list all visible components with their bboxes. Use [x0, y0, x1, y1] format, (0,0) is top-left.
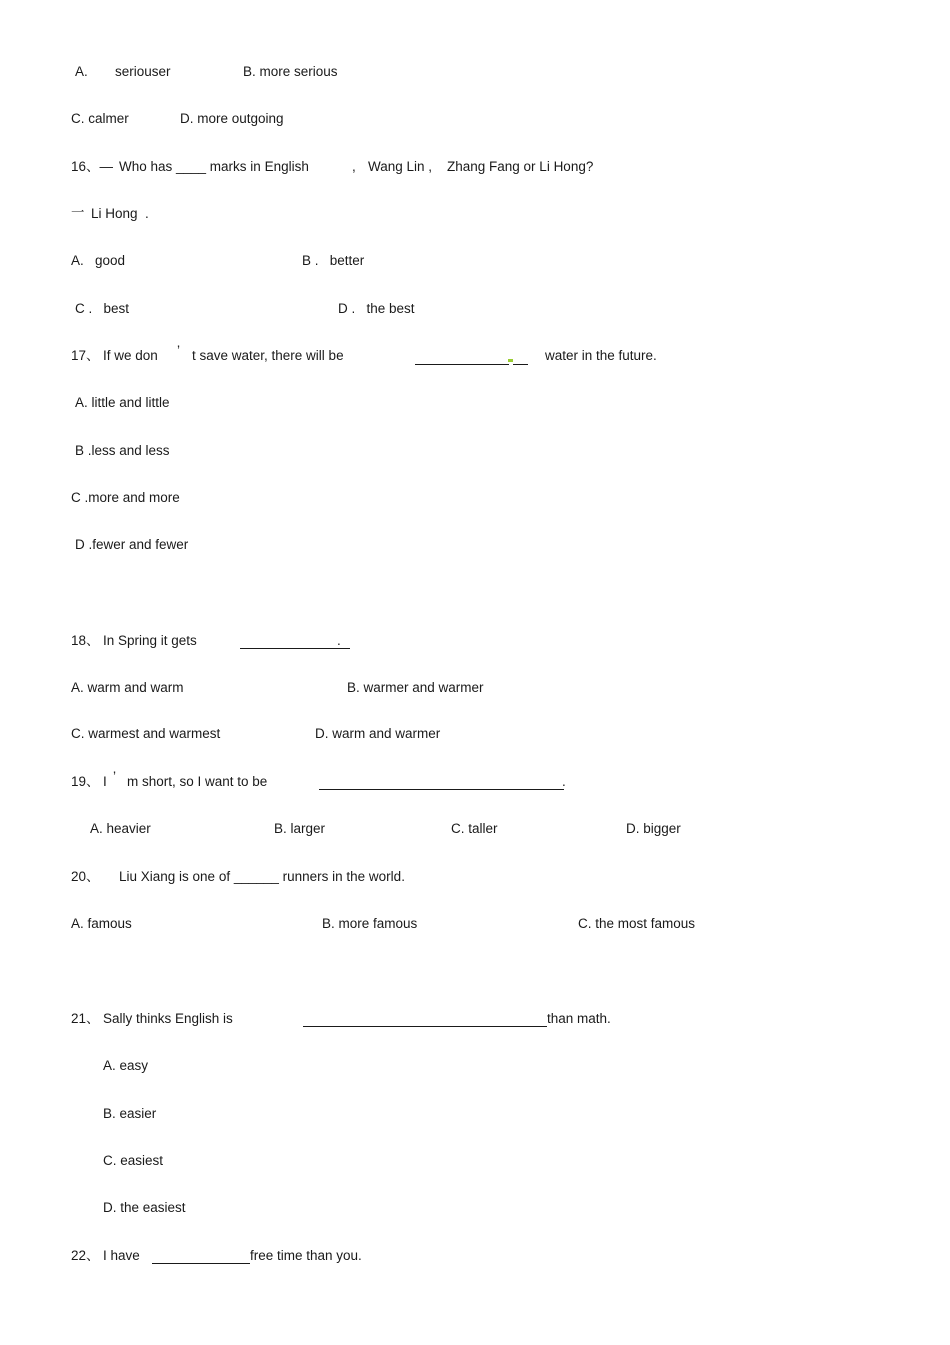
q22-answer-blank	[152, 1249, 250, 1264]
q20-option-b: B. more famous	[322, 916, 418, 931]
q16-option-d: D . the best	[338, 301, 415, 316]
q16-answer: Li Hong .	[91, 206, 149, 221]
q19-number: 19、	[71, 774, 100, 789]
q22-question-part-2: free time than you.	[250, 1248, 362, 1263]
q20-option-c: C. the most famous	[578, 916, 696, 931]
q19-apostrophe: ’	[113, 769, 116, 784]
q18-option-c: C. warmest and warmest	[71, 726, 221, 741]
q21-question-part-2: than math.	[547, 1011, 611, 1026]
q16-question-part-1: Who has ____ marks in English	[119, 159, 309, 174]
q19-question-part-2: m short, so I want to be	[127, 774, 268, 789]
q19-option-a: A. heavier	[90, 821, 151, 836]
q20-question: Liu Xiang is one of ______ runners in the world.	[119, 869, 405, 884]
q21-answer-blank	[303, 1012, 547, 1027]
q21-option-a: A. easy	[103, 1058, 149, 1073]
q19-option-b: B. larger	[274, 821, 326, 836]
q17-option-b: B .less and less	[75, 443, 170, 458]
q15-option-a-text: seriouser	[115, 64, 171, 79]
q15-option-d: D. more outgoing	[180, 111, 284, 126]
q17-apostrophe: ’	[177, 343, 180, 358]
q19-question-part-1: I	[103, 774, 107, 789]
q17-number: 17、	[71, 348, 100, 363]
q18-option-b: B. warmer and warmer	[347, 680, 484, 695]
q17-question-part-1: If we don	[103, 348, 158, 363]
q20-option-a: A. famous	[71, 916, 132, 931]
q18-option-a: A. warm and warm	[71, 680, 184, 695]
q16-option-b: B . better	[302, 253, 365, 268]
q16-answer-dash: 一	[71, 205, 85, 220]
q21-option-d: D. the easiest	[103, 1200, 186, 1215]
q18-number: 18、	[71, 633, 100, 648]
q21-number: 21、	[71, 1011, 100, 1026]
q21-option-c: C. easiest	[103, 1153, 164, 1168]
q16-comma: ,	[352, 159, 356, 174]
q17-option-d: D .fewer and fewer	[75, 537, 189, 552]
q22-number: 22、	[71, 1248, 100, 1263]
q19-period: .	[562, 774, 566, 789]
q21-option-b: B. easier	[103, 1106, 157, 1121]
q20-number: 20、	[71, 869, 100, 884]
q15-option-c: C. calmer	[71, 111, 129, 126]
q16-number: 16、—	[71, 159, 114, 174]
q17-answer-blank	[415, 350, 509, 365]
q21-question-part-1: Sally thinks English is	[103, 1011, 233, 1026]
q18-question-part-1: In Spring it gets	[103, 633, 197, 648]
q17-answer-blank-tail	[513, 350, 528, 365]
q15-option-a-letter: A.	[75, 64, 88, 79]
q16-question-part-2: Wang Lin ,	[368, 159, 433, 174]
q17-question-part-3: water in the future.	[545, 348, 657, 363]
q17-question-part-2: t save water, there will be	[192, 348, 344, 363]
q17-option-a: A. little and little	[75, 395, 170, 410]
q17-option-c: C .more and more	[71, 490, 180, 505]
q18-answer-blank	[240, 634, 350, 649]
q18-option-d: D. warm and warmer	[315, 726, 441, 741]
q16-option-c: C . best	[75, 301, 130, 316]
q16-question-part-3: Zhang Fang or Li Hong?	[447, 159, 594, 174]
q16-option-a: A. good	[71, 253, 126, 268]
q19-option-d: D. bigger	[626, 821, 681, 836]
q15-option-b: B. more serious	[243, 64, 338, 79]
q22-question-part-1: I have	[103, 1248, 140, 1263]
q18-period: .	[337, 633, 341, 648]
q19-answer-blank	[319, 775, 564, 790]
q19-option-c: C. taller	[451, 821, 498, 836]
